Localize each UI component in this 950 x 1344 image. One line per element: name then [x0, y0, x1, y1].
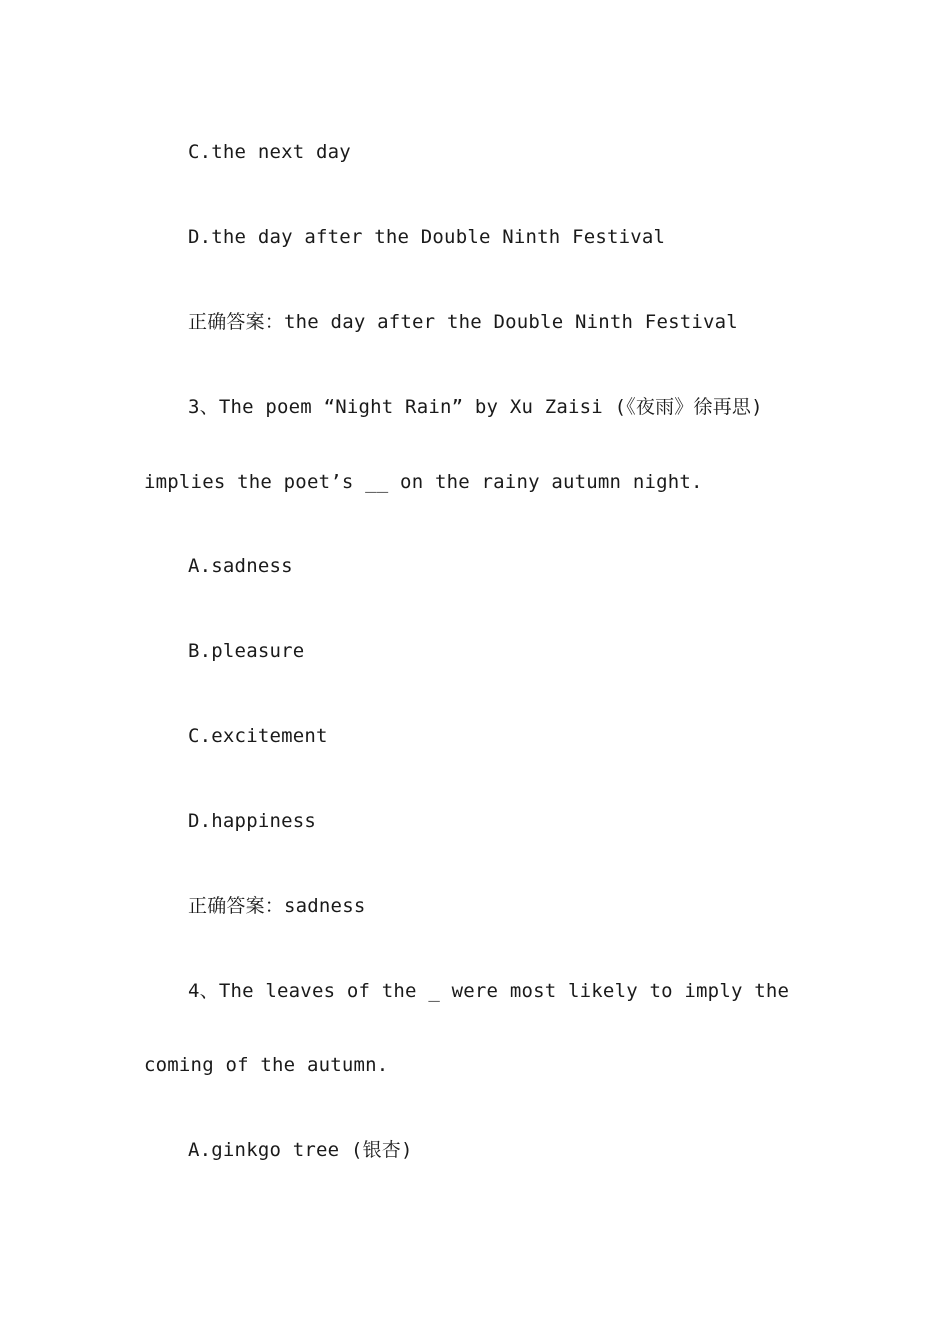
q3-option-c: C.excitement — [188, 725, 328, 747]
q3-option-a: A.sadness — [188, 555, 293, 577]
q3-option-b: B.pleasure — [188, 640, 305, 662]
q4-question-line1: 4、The leaves of the _ were most likely to imply the — [188, 980, 790, 1002]
q2-option-d: D.the day after the Double Ninth Festival — [188, 226, 666, 248]
q4-question-line2: coming of the autumn. — [144, 1054, 389, 1076]
q4-option-a: A.ginkgo tree (银杏) — [188, 1139, 413, 1161]
q3-question-line1: 3、The poem “Night Rain” by Xu Zaisi (《夜雨》徐再思) — [188, 396, 763, 418]
q3-option-d: D.happiness — [188, 810, 317, 832]
q2-answer: 正确答案：the day after the Double Ninth Festival — [188, 311, 738, 333]
q3-question-line2: implies the poet’s __ on the rainy autumn night. — [144, 471, 703, 493]
q3-answer: 正确答案：sadness — [188, 895, 366, 917]
q2-option-c: C.the next day — [188, 141, 351, 163]
